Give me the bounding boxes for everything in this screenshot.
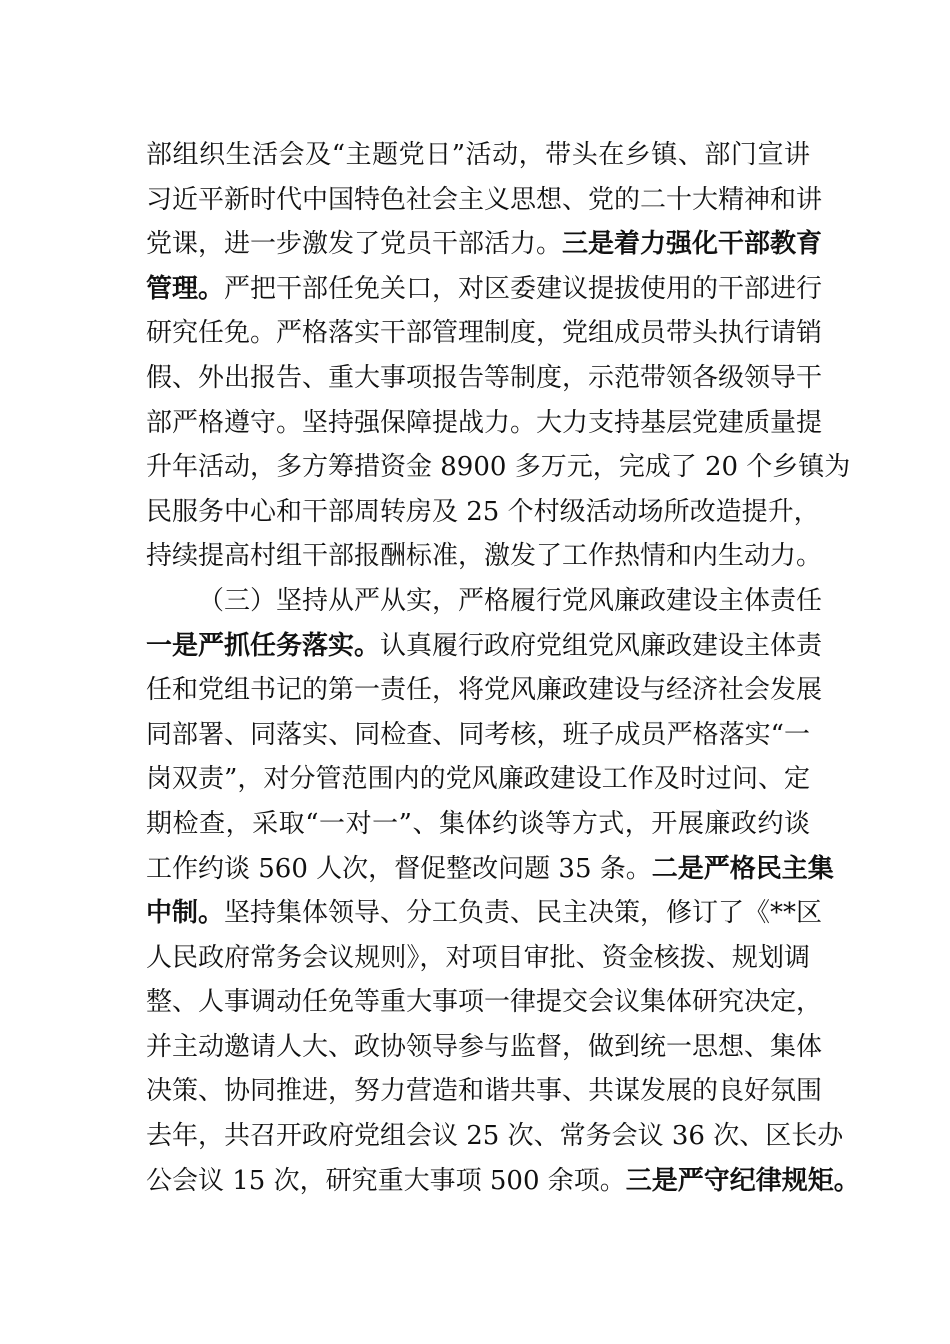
bold-heading: 二是严格民主集 xyxy=(651,853,834,884)
text-line: 部严格遵守。坚持强保障提战力。大力支持基层党建质量提 xyxy=(146,407,823,438)
text-line: 整、人事调动任免等重大事项一律提交会议集体研究决定， xyxy=(146,987,823,1018)
text-line: 管理。严把干部任免关口，对区委建议提拔使用的干部进行 xyxy=(146,273,823,304)
bold-heading: 中制。 xyxy=(146,898,225,929)
text-line: 同部署、同落实、同检查、同考核，班子成员严格落实“一 xyxy=(146,719,810,750)
text-line: 研究任免。严格落实干部管理制度，党组成员带头执行请销 xyxy=(146,318,823,349)
text-line: 升年活动，多方筹措资金 8900 多万元，完成了 20 个乡镇为 xyxy=(146,452,851,483)
text-line: 公会议 15 次，研究重大事项 500 余项。三是严守纪律规矩。 xyxy=(146,1165,860,1196)
text-line: 并主动邀请人大、政协领导参与监督，做到统一思想、集体 xyxy=(146,1031,823,1062)
text-line: 任和党组书记的第一责任，将党风廉政建设与经济社会发展 xyxy=(146,675,823,706)
bold-heading: 一是严抓任务落实。 xyxy=(146,630,381,661)
bold-heading: 三是严守纪律规矩。 xyxy=(625,1165,860,1196)
text-line: 习近平新时代中国特色社会主义思想、党的二十大精神和讲 xyxy=(146,184,823,215)
text-line: 民服务中心和干部周转房及 25 个村级活动场所改造提升， xyxy=(146,496,820,527)
text-line: 岗双责”，对分管范围内的党风廉政建设工作及时过问、定 xyxy=(146,764,810,795)
text-line: 持续提高村组干部报酬标准，激发了工作热情和内生动力。 xyxy=(146,541,823,572)
text-line: 部组织生活会及“主题党日”活动，带头在乡镇、部门宣讲 xyxy=(146,140,810,170)
text-line: 假、外出报告、重大事项报告等制度，示范带领各级领导干 xyxy=(146,362,823,393)
text-line: 一是严抓任务落实。认真履行政府党组党风廉政建设主体责 xyxy=(146,630,823,661)
text-line: 决策、协同推进，努力营造和谐共事、共谋发展的良好氛围 xyxy=(146,1076,823,1107)
text-line: 工作约谈 560 人次，督促整改问题 35 条。二是严格民主集 xyxy=(146,853,834,884)
body-text xyxy=(146,133,860,1203)
text-line: 人民政府常务会议规则》，对项目审批、资金核拨、规划调 xyxy=(146,942,810,973)
text-line: 去年，共召开政府党组会议 25 次、常务会议 36 次、区长办 xyxy=(146,1121,844,1152)
text-line: 中制。坚持集体领导、分工负责、民主决策，修订了《**区 xyxy=(146,898,823,929)
section-heading: （三）坚持从严从实，严格履行党风廉政建设主体责任 xyxy=(198,585,823,616)
bold-heading: 三是着力强化干部教育 xyxy=(562,229,823,260)
text-line: 党课，进一步激发了党员干部活力。三是着力强化干部教育 xyxy=(146,229,823,260)
bold-heading: 管理。 xyxy=(146,273,225,304)
text-line: 期检查，采取“一对一”、集体约谈等方式，开展廉政约谈 xyxy=(146,808,810,839)
